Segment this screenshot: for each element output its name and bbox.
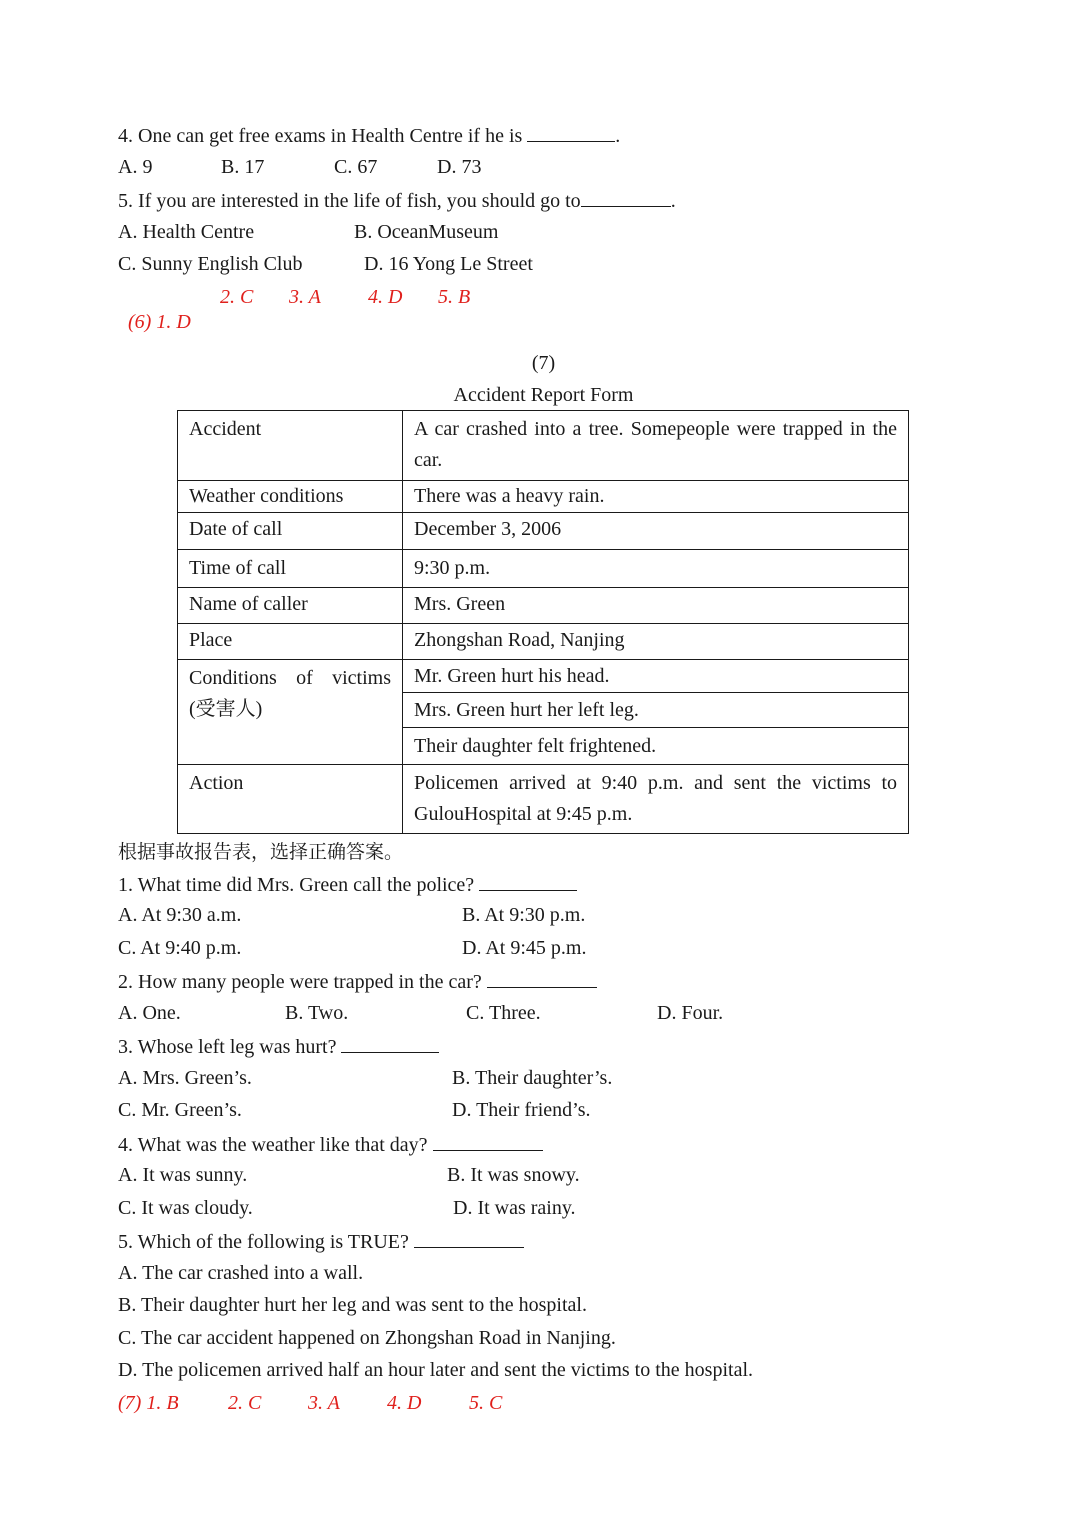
option-b: B. Two. xyxy=(285,1002,349,1024)
question-text: 5. If you are interested in the life of fish, you should go to xyxy=(118,190,581,212)
question-7-2 xyxy=(118,969,597,994)
row-value: Policemen arrived at 9:40 p.m. and sent the victims to GulouHospital at 9:45 p.m. xyxy=(403,765,909,834)
answer-key-item: 5. C xyxy=(469,1392,503,1414)
option-d: D. 73 xyxy=(437,156,482,178)
form-title: Accident Report Form xyxy=(453,384,634,406)
option-c: C. The car accident happened on Zhongshan Road in Nanjing. xyxy=(118,1327,616,1349)
option-c: C. Mr. Green’s. xyxy=(118,1099,242,1121)
table-row xyxy=(178,411,909,481)
answer-key-item: 2. C xyxy=(220,286,254,308)
table-row xyxy=(178,660,909,693)
answer-key-item: 4. D xyxy=(387,1392,422,1414)
answer-key-item: 4. D xyxy=(368,286,403,308)
punctuation: . xyxy=(615,125,621,147)
question-7-1 xyxy=(118,872,577,897)
row-value: There was a heavy rain. xyxy=(403,481,909,513)
row-label: Date of call xyxy=(178,513,403,550)
option-a: A. One. xyxy=(118,1002,181,1024)
option-a: A. Health Centre xyxy=(118,221,255,243)
question-text: 5. Which of the following is TRUE? xyxy=(118,1231,414,1253)
option-b: B. 17 xyxy=(221,156,265,178)
option-b: B. It was snowy. xyxy=(447,1164,580,1186)
row-label: Weather conditions xyxy=(178,481,403,513)
option-c: C. At 9:40 p.m. xyxy=(118,937,242,959)
option-d: D. It was rainy. xyxy=(453,1197,576,1219)
option-d: D. Four. xyxy=(657,1002,724,1024)
row-label: Conditions of victims (受害人) xyxy=(178,660,403,765)
option-a: A. 9 xyxy=(118,156,153,178)
question-7-4 xyxy=(118,1132,543,1157)
answer-blank[interactable] xyxy=(433,1132,543,1151)
row-value: Zhongshan Road, Nanjing xyxy=(403,624,909,660)
table-row xyxy=(178,481,909,513)
section-number: (7) xyxy=(531,352,556,374)
row-value: Mr. Green hurt his head. xyxy=(403,660,909,693)
option-d: D. Their friend’s. xyxy=(452,1099,591,1121)
row-label: Action xyxy=(178,765,403,834)
option-d: D. At 9:45 p.m. xyxy=(462,937,587,959)
answer-key-item: 5. B xyxy=(438,286,471,308)
table-row xyxy=(178,624,909,660)
answer-key-6 xyxy=(118,286,191,334)
row-value: A car crashed into a tree. Somepeople were trapped in the car. xyxy=(403,411,909,481)
answer-key-item: (7) 1. B xyxy=(118,1392,179,1414)
punctuation: . xyxy=(670,190,676,212)
row-value: December 3, 2006 xyxy=(403,513,909,550)
option-a: A. Mrs. Green’s. xyxy=(118,1067,252,1089)
accident-report-table xyxy=(177,410,909,834)
option-d: D. The policemen arrived half an hour later and sent the victims to the hospital. xyxy=(118,1359,753,1381)
row-label: Name of caller xyxy=(178,588,403,624)
row-label: Accident xyxy=(178,411,403,481)
table-row xyxy=(178,513,909,550)
answer-key-item: 3. A xyxy=(289,286,321,308)
option-c: C. Sunny English Club xyxy=(118,253,303,275)
option-a: A. The car crashed into a wall. xyxy=(118,1262,364,1284)
answer-blank[interactable] xyxy=(414,1229,524,1248)
answer-blank[interactable] xyxy=(527,123,615,142)
row-value: Their daughter felt frightened. xyxy=(403,728,909,765)
option-b: B. At 9:30 p.m. xyxy=(462,904,586,926)
question-7-3 xyxy=(118,1034,439,1059)
option-b: B. Their daughter hurt her leg and was sent to the hospital. xyxy=(118,1294,587,1316)
answer-key-item: (6) 1. D xyxy=(128,311,191,333)
question-text: 3. Whose left leg was hurt? xyxy=(118,1036,342,1058)
answer-blank[interactable] xyxy=(341,1034,439,1053)
option-a: A. It was sunny. xyxy=(118,1164,248,1186)
question-text: 1. What time did Mrs. Green call the police? xyxy=(118,874,480,896)
table-row xyxy=(178,588,909,624)
option-b: B. OceanMuseum xyxy=(354,221,499,243)
question-7-5 xyxy=(118,1229,524,1254)
table-row xyxy=(178,550,909,588)
answer-blank[interactable] xyxy=(487,969,597,988)
row-value: Mrs. Green hurt her left leg. xyxy=(403,693,909,728)
answer-blank[interactable] xyxy=(479,872,577,891)
row-label: Time of call xyxy=(178,550,403,588)
row-value: Mrs. Green xyxy=(403,588,909,624)
instruction: 根据事故报告表，选择正确答案。 xyxy=(118,841,404,863)
answer-key-item: 2. C xyxy=(228,1392,262,1414)
option-c: C. Three. xyxy=(466,1002,541,1024)
row-value: 9:30 p.m. xyxy=(403,550,909,588)
table-row xyxy=(178,765,909,834)
row-label: Place xyxy=(178,624,403,660)
question-6-4 xyxy=(118,123,620,148)
option-b: B. Their daughter’s. xyxy=(452,1067,613,1089)
option-c: C. 67 xyxy=(334,156,378,178)
option-a: A. At 9:30 a.m. xyxy=(118,904,242,926)
option-c: C. It was cloudy. xyxy=(118,1197,253,1219)
question-text: 2. How many people were trapped in the car? xyxy=(118,971,487,993)
question-6-5 xyxy=(118,188,676,213)
option-d: D. 16 Yong Le Street xyxy=(364,253,533,275)
question-text: 4. One can get free exams in Health Centre if he is xyxy=(118,125,528,147)
answer-key-item: 3. A xyxy=(308,1392,340,1414)
answer-blank[interactable] xyxy=(581,188,671,207)
question-text: 4. What was the weather like that day? xyxy=(118,1134,433,1156)
